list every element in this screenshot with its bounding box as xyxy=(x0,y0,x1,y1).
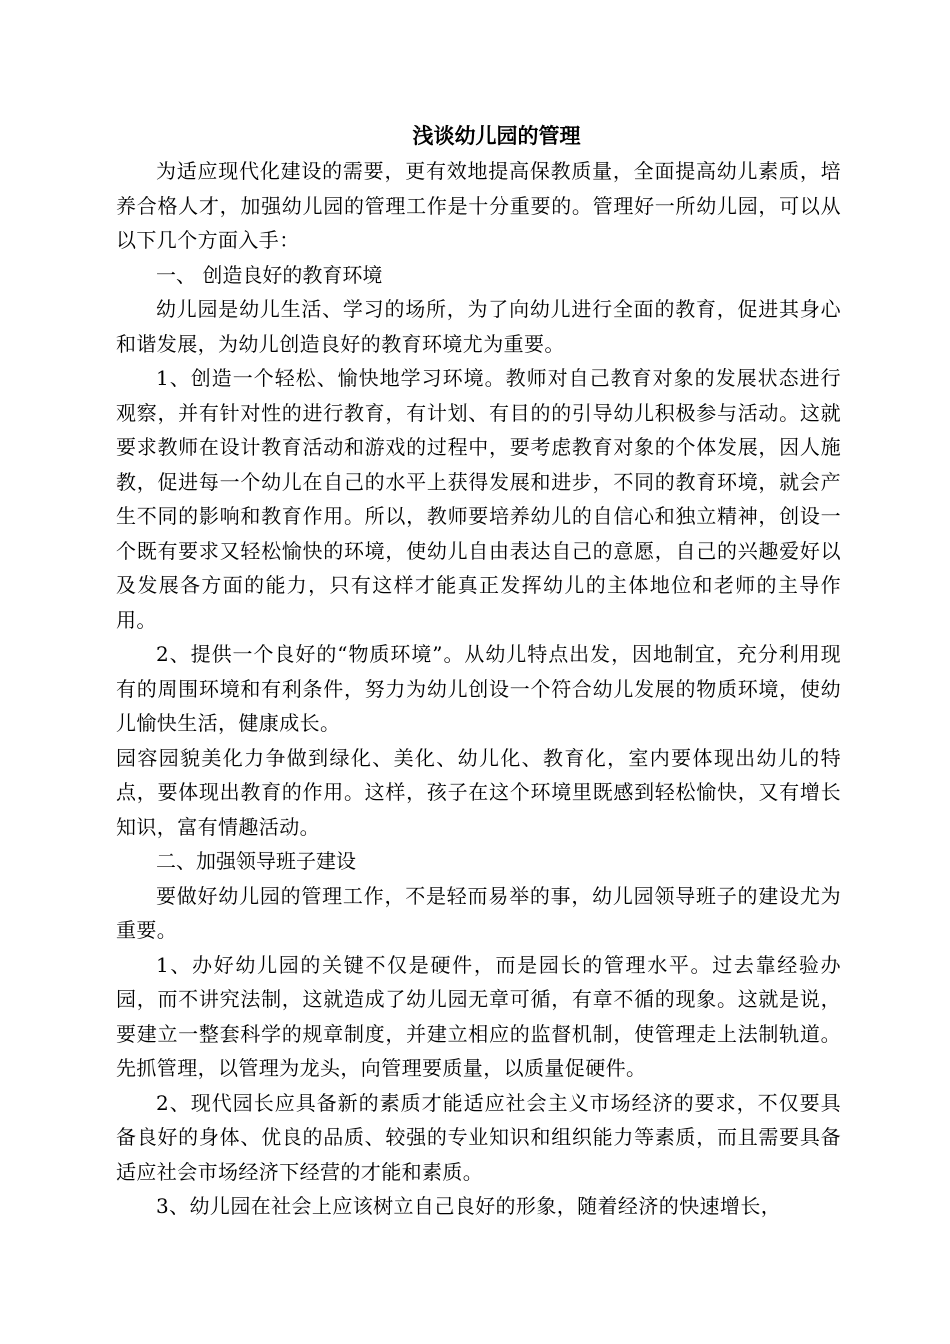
section-2-item-3: 3、幼儿园在社会上应该树立自己良好的形象，随着经济的快速增长， xyxy=(156,1194,782,1218)
section-2-item-1: 1、办好幼儿园的关键不仅是硬件，而是园长的管理水平。过去靠经验办园，而不讲究法制，这就造成了幼儿园无章可循，有章不循的现象。这就是说，要建立一整套科学的规章制度，并建立相应的监督机制，使管理走上法制轨道。先抓管理，以管理为龙头，向管理要质量，以质量促硬件。 xyxy=(116,952,841,1080)
section-2-item-2: 2、现代园长应具备新的素质才能适应社会主义市场经济的要求，不仅要具备良好的身体、优良的品质、较强的专业知识和组织能力等素质，而且需要具备适应社会市场经济下经营的才能和素质。 xyxy=(116,1090,841,1184)
document-page xyxy=(116,118,841,1224)
section-heading-1: 一、 创造良好的教育环境 xyxy=(156,262,383,287)
section-2-paragraph: 要做好幼儿园的管理工作，不是轻而易举的事，幼儿园领导班子的建设尤为重要。 xyxy=(116,883,841,942)
section-1-item-2-continued: 园容园貌美化力争做到绿化、美化、幼儿化、教育化，室内要体现出幼儿的特点，要体现出教育的作用。这样，孩子在这个环境里既感到轻松愉快，又有增长知识，富有情趣活动。 xyxy=(116,745,841,839)
section-heading-2: 二、加强领导班子建设 xyxy=(156,849,356,873)
section-1-item-1: 1、创造一个轻松、愉快地学习环境。教师对自己教育对象的发展状态进行观察，并有针对性的进行教育，有计划、有目的的引导幼儿积极参与活动。这就要求教师在设计教育活动和游戏的过程中，要考虑教育对象的个体发展，因人施教，促进每一个幼儿在自己的水平上获得发展和进步，不同的教育环境，就会产生不同的影响和教育作用。所以，教师要培养幼儿的自信心和独立精神，创设一个既有要求又轻松愉快的环境，使幼儿自由表达自己的意愿，自己的兴趣爱好以及发展各方面的能力，只有这样才能真正发挥幼儿的主体地位和老师的主导作用。 xyxy=(116,366,841,632)
section-1-paragraph: 幼儿园是幼儿生活、学习的场所，为了向幼儿进行全面的教育，促进其身心和谐发展，为幼儿创造良好的教育环境尤为重要。 xyxy=(116,297,841,356)
intro-paragraph: 为适应现代化建设的需要，更有效地提高保教质量，全面提高幼儿素质，培养合格人才，加强幼儿园的管理工作是十分重要的。管理好一所幼儿园，可以从以下几个方面入手： xyxy=(116,159,841,252)
document-title: 浅谈幼儿园的管理 xyxy=(412,123,581,148)
section-1-item-2: 2、提供一个良好的“物质环境”。从幼儿特点出发，因地制宜，充分利用现有的周围环境和有利条件，努力为幼儿创设一个符合幼儿发展的物质环境，使幼儿愉快生活，健康成长。 xyxy=(116,642,841,735)
